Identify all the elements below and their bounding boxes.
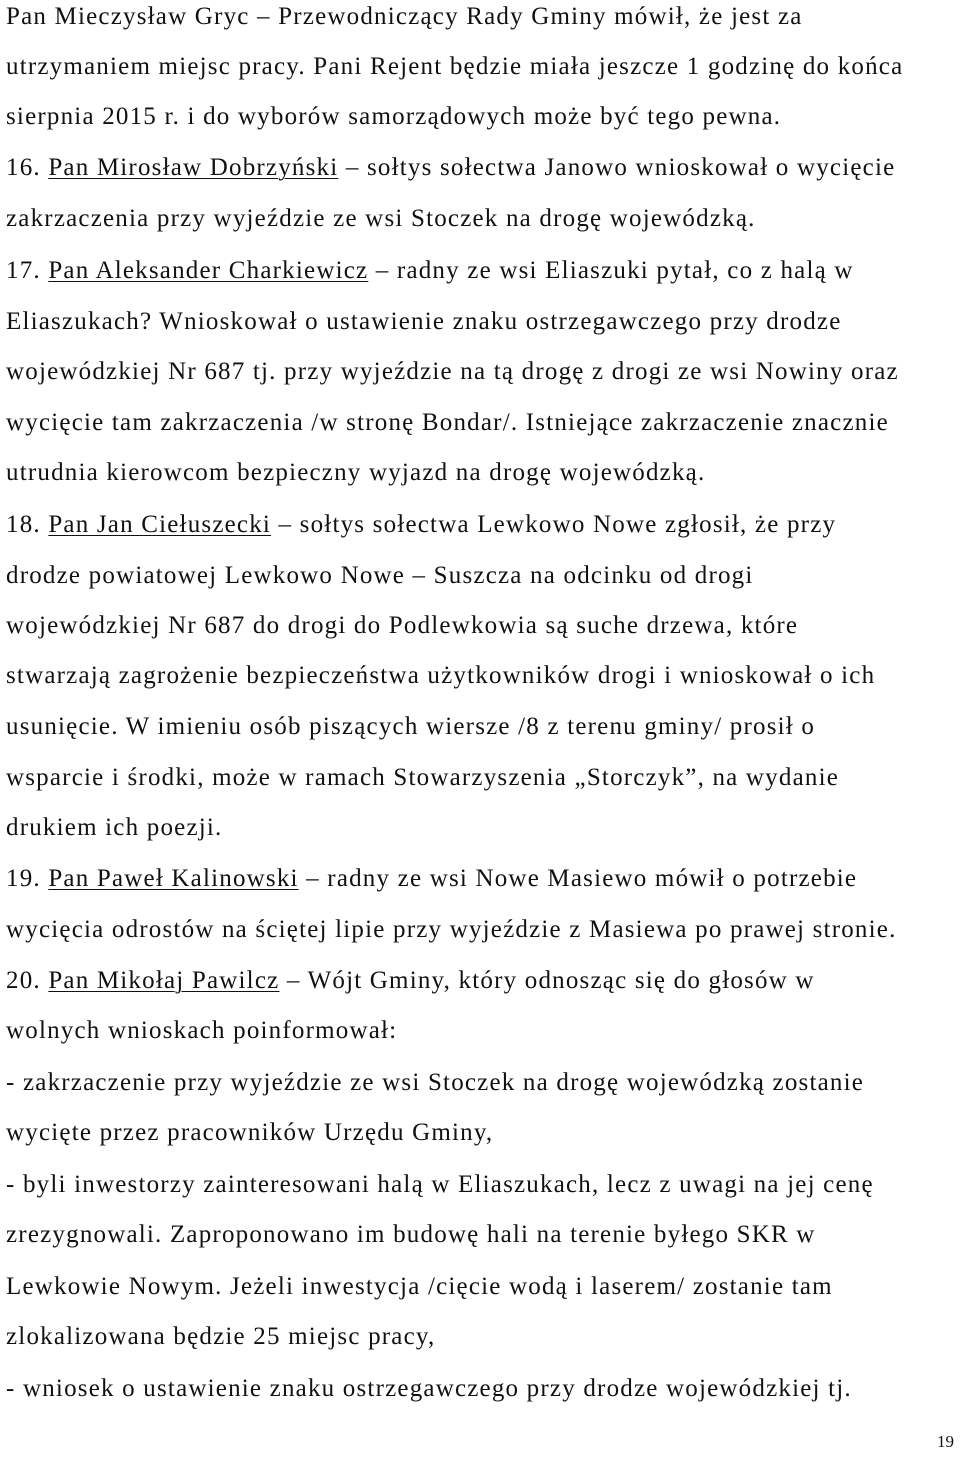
text-line xyxy=(6,1220,816,1250)
text-line xyxy=(6,763,839,793)
text-line xyxy=(6,712,815,742)
text-segment: Eliaszukach? Wnioskował o ustawienie znaku ostrzegawczego przy drodze xyxy=(6,308,842,335)
text-segment: utrzymaniem miejsc pracy. Pani Rejent będzie miała jeszcze 1 godzinę do końca xyxy=(6,53,904,80)
text-segment: - byli inwestorzy zainteresowani halą w Eliaszukach, lecz z uwagi na jej cenę xyxy=(6,1171,874,1198)
speaker-name: Pan Paweł Kalinowski xyxy=(48,865,299,892)
text-line xyxy=(6,204,756,234)
text-segment: – sołtys sołectwa Lewkowo Nowe zgłosił, że przy xyxy=(271,511,837,538)
text-segment: wsparcie i środki, może w ramach Stowarzyszenia „Storczyk”, na wydanie xyxy=(6,764,840,791)
text-segment: 18. xyxy=(6,511,49,538)
text-line xyxy=(6,357,899,387)
text-segment: zlokalizowana będzie 25 miejsc pracy, xyxy=(6,1323,436,1350)
text-line xyxy=(6,153,895,183)
text-segment: – Wójt Gminy, który odnosząc się do głosów w xyxy=(279,967,815,994)
text-line xyxy=(6,256,854,286)
text-segment: drodze powiatowej Lewkowo Nowe – Suszcza na odcinku od drogi xyxy=(6,562,754,589)
text-segment: wycięte przez pracowników Urzędu Gminy, xyxy=(6,1119,494,1146)
text-segment: – sołtys sołectwa Janowo wnioskował o wycięcie xyxy=(338,154,896,181)
text-segment: - zakrzaczenie przy wyjeździe ze wsi Stoczek na drogę wojewódzką zostanie xyxy=(6,1069,865,1096)
text-segment: 19. xyxy=(6,865,49,892)
text-line xyxy=(6,1322,435,1352)
text-segment: drukiem ich poezji. xyxy=(6,814,223,841)
text-line xyxy=(6,1068,864,1098)
text-segment: usunięcie. W imieniu osób piszących wiersze /8 z terenu gminy/ prosił o xyxy=(6,713,816,740)
text-segment: wojewódzkiej Nr 687 do drogi do Podlewkowia są suche drzewa, które xyxy=(6,612,799,639)
text-segment: 17. xyxy=(6,257,49,284)
text-segment: stwarzają zagrożenie bezpieczeństwa użytkowników drogi i wnioskował o ich xyxy=(6,662,876,689)
text-line xyxy=(6,510,836,540)
text-segment: wojewódzkiej Nr 687 tj. przy wyjeździe na tą drogę z drogi ze wsi Nowiny oraz xyxy=(6,358,899,385)
text-line xyxy=(6,864,857,894)
page-number: 19 xyxy=(937,1432,954,1451)
text-line xyxy=(6,408,889,438)
text-line xyxy=(6,307,842,337)
text-line xyxy=(6,611,798,641)
text-line xyxy=(6,458,705,488)
text-line xyxy=(6,1170,874,1200)
text-segment: – radny ze wsi Eliaszuki pytał, co z halą w xyxy=(368,257,854,284)
text-line xyxy=(6,915,897,945)
text-segment: Lewkowie Nowym. Jeżeli inwestycja /cięcie wodą i laserem/ zostanie tam xyxy=(6,1273,833,1300)
text-line xyxy=(6,813,223,843)
text-segment: wycięcie tam zakrzaczenia /w stronę Bondar/. Istniejące zakrzaczenie znacznie xyxy=(6,409,889,436)
text-line xyxy=(6,102,781,132)
speaker-name: Pan Mikołaj Pawilcz xyxy=(48,967,280,994)
text-segment: 16. xyxy=(6,154,49,181)
text-line xyxy=(6,1374,852,1404)
text-segment: Pan Mieczysław Gryc – Przewodniczący Rady Gminy mówił, że jest za xyxy=(6,3,803,30)
text-segment: wolnych wnioskach poinformował: xyxy=(6,1017,398,1044)
text-segment: zakrzaczenia przy wyjeździe ze wsi Stoczek na drogę wojewódzką. xyxy=(6,205,756,232)
speaker-name: Pan Mirosław Dobrzyński xyxy=(48,154,339,181)
text-segment: - wniosek o ustawienie znaku ostrzegawczego przy drodze wojewódzkiej tj. xyxy=(6,1375,852,1402)
text-line xyxy=(6,1272,833,1302)
text-segment: sierpnia 2015 r. i do wyborów samorządowych może być tego pewna. xyxy=(6,103,782,130)
speaker-name: Pan Aleksander Charkiewicz xyxy=(48,257,369,284)
text-line xyxy=(6,561,754,591)
text-line xyxy=(6,1118,493,1148)
text-line xyxy=(6,966,815,996)
text-segment: – radny ze wsi Nowe Masiewo mówił o potrzebie xyxy=(298,865,858,892)
text-line xyxy=(6,52,903,82)
speaker-name: Pan Jan Ciełuszecki xyxy=(48,511,272,538)
text-line xyxy=(6,1016,397,1046)
text-segment: zrezygnowali. Zaproponowano im budowę hali na terenie byłego SKR w xyxy=(6,1221,816,1248)
text-line xyxy=(6,2,803,32)
text-segment: utrudnia kierowcom bezpieczny wyjazd na drogę wojewódzką. xyxy=(6,459,706,486)
text-segment: wycięcia odrostów na ściętej lipie przy wyjeździe z Masiewa po prawej stronie. xyxy=(6,916,897,943)
text-line xyxy=(6,661,875,691)
text-segment: 20. xyxy=(6,967,49,994)
